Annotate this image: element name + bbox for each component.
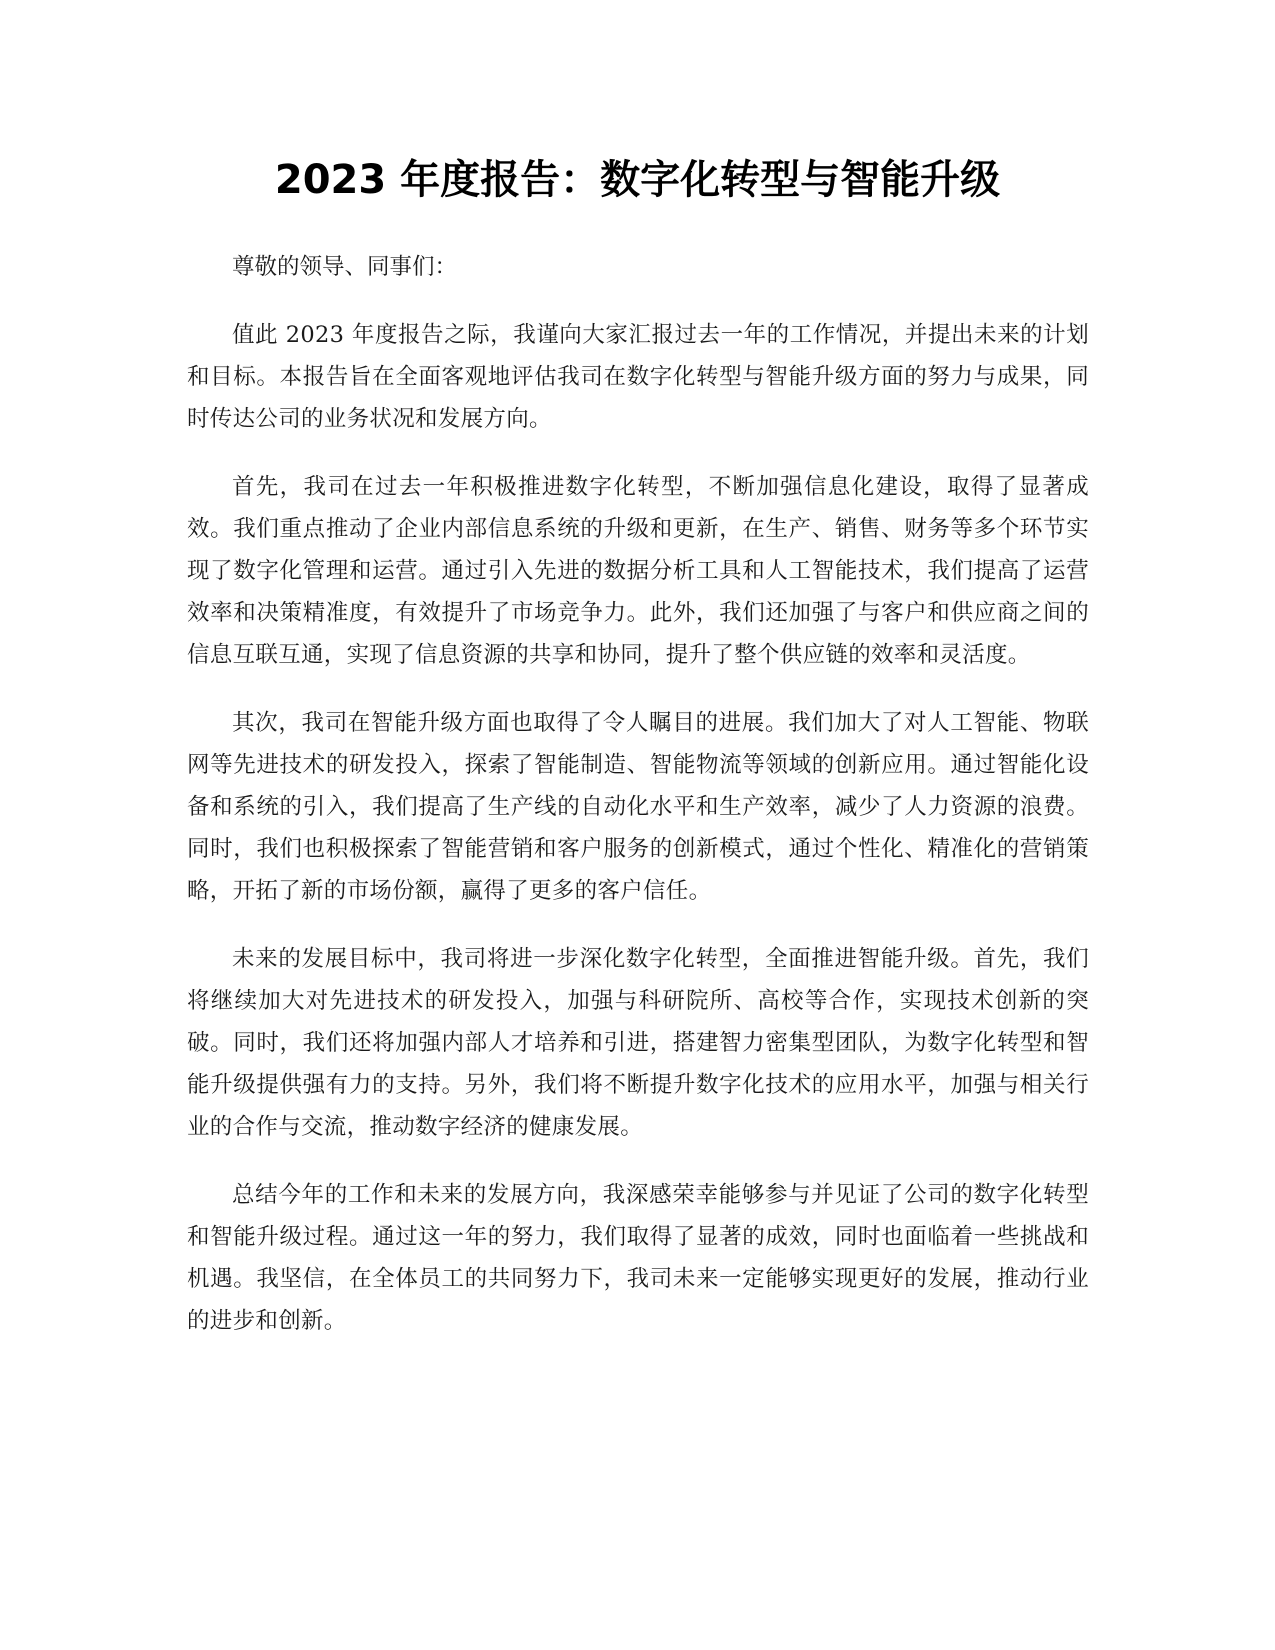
document-body (187, 246, 1089, 1368)
paragraph-conclusion: 总结今年的工作和未来的发展方向，我深感荣幸能够参与并见证了公司的数字化转型和智能升级过程。通过这一年的努力，我们取得了显著的成效，同时也面临着一些挑战和机遇。我坚信，在全体员工的共同努力下，我司未来一定能够实现更好的发展，推动行业的进步和创新。 (187, 1182, 1089, 1334)
paragraph-future-goals: 未来的发展目标中，我司将进一步深化数字化转型，全面推进智能升级。首先，我们将继续加大对先进技术的研发投入，加强与科研院所、高校等合作，实现技术创新的突破。同时，我们还将加强内部人才培养和引进，搭建智力密集型团队，为数字化转型和智能升级提供强有力的支持。另外，我们将不断提升数字化技术的应用水平，加强与相关行业的合作与交流，推动数字经济的健康发展。 (187, 946, 1089, 1140)
paragraph-digital-transformation: 首先，我司在过去一年积极推进数字化转型，不断加强信息化建设，取得了显著成效。我们重点推动了企业内部信息系统的升级和更新，在生产、销售、财务等多个环节实现了数字化管理和运营。通过引入先进的数据分析工具和人工智能技术，我们提高了运营效率和决策精准度，有效提升了市场竞争力。此外，我们还加强了与客户和供应商之间的信息互联互通，实现了信息资源的共享和协同，提升了整个供应链的效率和灵活度。 (187, 474, 1089, 668)
document-title: 2023 年度报告：数字化转型与智能升级 (274, 157, 1001, 203)
paragraph-intelligent-upgrade: 其次，我司在智能升级方面也取得了令人瞩目的进展。我们加大了对人工智能、物联网等先进技术的研发投入，探索了智能制造、智能物流等领域的创新应用。通过智能化设备和系统的引入，我们提高了生产线的自动化水平和生产效率，减少了人力资源的浪费。同时，我们也积极探索了智能营销和客户服务的创新模式，通过个性化、精准化的营销策略，开拓了新的市场份额，赢得了更多的客户信任。 (187, 710, 1089, 904)
salutation: 尊敬的领导、同事们： (232, 254, 458, 280)
paragraph-intro: 值此 2023 年度报告之际，我谨向大家汇报过去一年的工作情况，并提出未来的计划和目标。本报告旨在全面客观地评估我司在数字化转型与智能升级方面的努力与成果，同时传达公司的业务状况和发展方向。 (187, 322, 1089, 432)
